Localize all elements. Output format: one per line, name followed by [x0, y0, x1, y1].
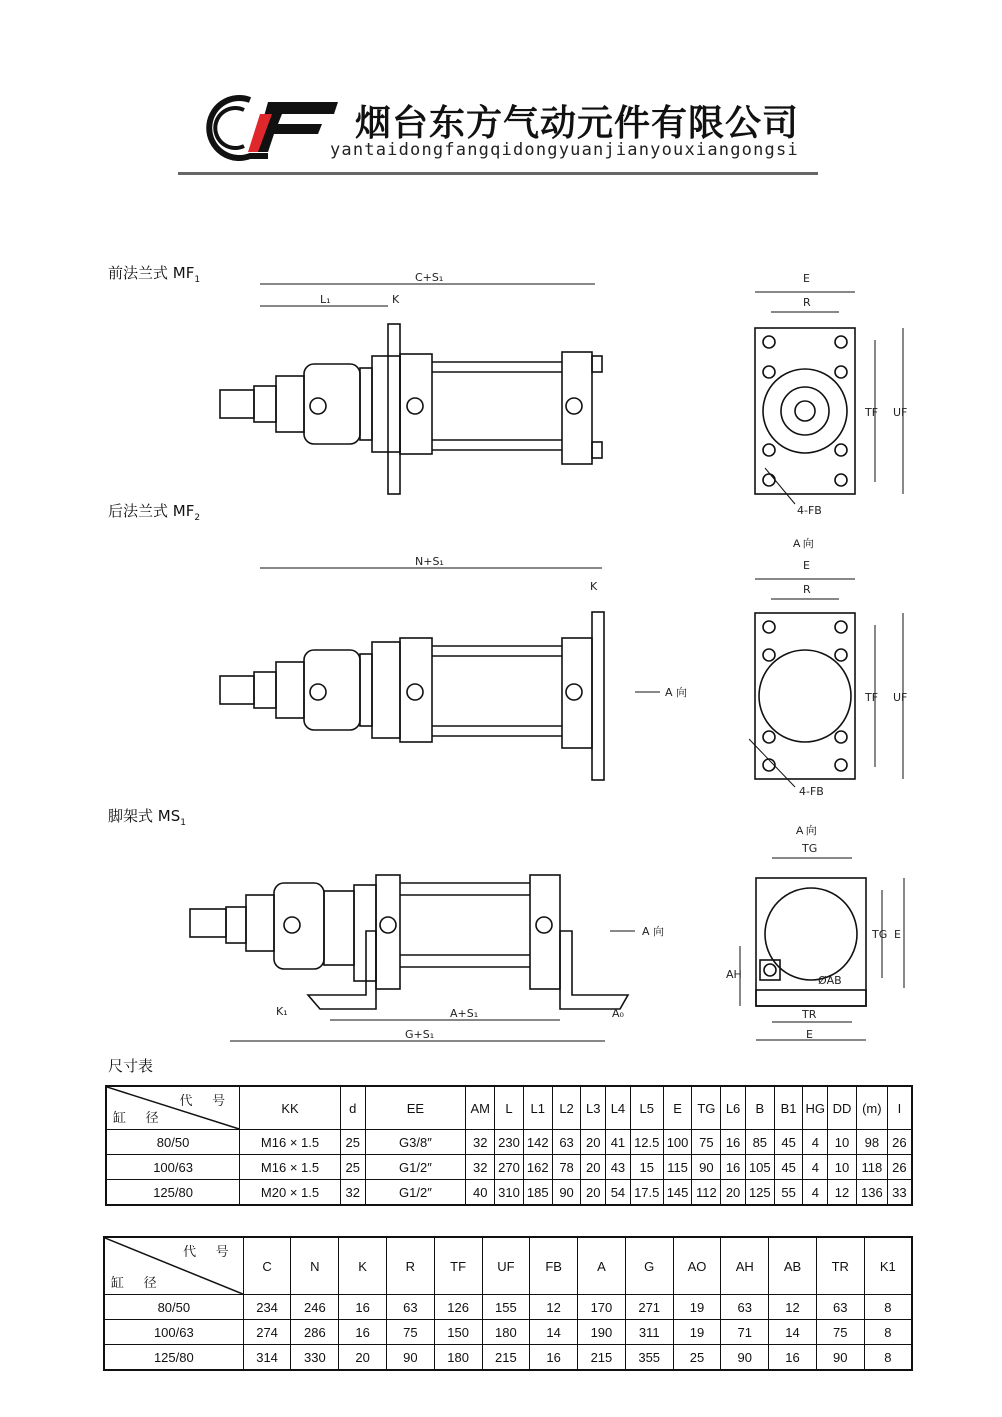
- table1-value-cell: G1/2″: [365, 1180, 466, 1206]
- table1-header-cell: B: [745, 1086, 774, 1130]
- table1-header-cell: (m): [856, 1086, 887, 1130]
- table1-header-cell: d: [340, 1086, 365, 1130]
- mf1-fb-label: 4-FB: [797, 504, 822, 517]
- table2-value-cell: 16: [769, 1345, 817, 1371]
- table2-bore-cell: 125/80: [104, 1345, 243, 1371]
- table-title: 尺寸表: [108, 1057, 154, 1075]
- mf1-side-drawing: [210, 268, 630, 500]
- table2-header-cell: A: [578, 1237, 626, 1295]
- table2-corner-top: 代 号: [183, 1244, 237, 1259]
- table1-value-cell: 162: [523, 1155, 552, 1180]
- table1-value-cell: 15: [630, 1155, 663, 1180]
- table1-row: [106, 1180, 912, 1206]
- table1-value-cell: 33: [887, 1180, 912, 1206]
- table1-value-cell: 105: [745, 1155, 774, 1180]
- mf2-uf-label: UF: [893, 691, 908, 704]
- table1-value-cell: 16: [721, 1130, 746, 1155]
- mf1-tf-label: TF: [865, 406, 879, 419]
- table1-header-cell: L6: [721, 1086, 746, 1130]
- table2-value-cell: 90: [721, 1345, 769, 1371]
- table1-value-cell: 32: [340, 1180, 365, 1206]
- table2-value-cell: 150: [434, 1320, 482, 1345]
- table1-header-cell: L3: [581, 1086, 606, 1130]
- table2-header-cell: AO: [673, 1237, 721, 1295]
- table2-value-cell: 90: [386, 1345, 434, 1371]
- table1-value-cell: 45: [774, 1130, 803, 1155]
- table1-header-cell: L1: [523, 1086, 552, 1130]
- mf1-view-label: A 向: [793, 538, 814, 550]
- mf2-end-view: [725, 555, 925, 805]
- company-logo: [198, 92, 348, 164]
- table1-value-cell: 118: [856, 1155, 887, 1180]
- table2-value-cell: 63: [721, 1295, 769, 1320]
- table1-bore-cell: 125/80: [106, 1180, 240, 1206]
- table1-value-cell: 4: [803, 1180, 828, 1206]
- table2-value-cell: 180: [482, 1320, 530, 1345]
- table1-corner-bottom: 缸 径: [113, 1110, 167, 1125]
- table2-value-cell: 63: [386, 1295, 434, 1320]
- mf2-arrow-label: A 向: [665, 686, 688, 699]
- table2-value-cell: 75: [386, 1320, 434, 1345]
- table2-value-cell: 8: [864, 1345, 912, 1371]
- table1-value-cell: 26: [887, 1130, 912, 1155]
- table1-value-cell: 90: [692, 1155, 721, 1180]
- ms1-e-side-label: E: [894, 928, 901, 941]
- table2-header-cell: AB: [769, 1237, 817, 1295]
- table1-header-cell: L5: [630, 1086, 663, 1130]
- table1-value-cell: 136: [856, 1180, 887, 1206]
- table1-value-cell: 12: [828, 1180, 857, 1206]
- table1-value-cell: 230: [495, 1130, 524, 1155]
- table1-value-cell: 310: [495, 1180, 524, 1206]
- table1-value-cell: 185: [523, 1180, 552, 1206]
- table2-header-cell: K1: [864, 1237, 912, 1295]
- ms1-label: 脚架式 $MS_1$: [108, 807, 186, 828]
- table1-value-cell: 55: [774, 1180, 803, 1206]
- table1-value-cell: 142: [523, 1130, 552, 1155]
- mf2-label: 后法兰式 $MF_2$: [108, 502, 201, 523]
- table2-header-cell: N: [291, 1237, 339, 1295]
- table1-header-cell: TG: [692, 1086, 721, 1130]
- table1-corner-cell: [106, 1086, 240, 1130]
- table1-value-cell: 32: [466, 1130, 495, 1155]
- table1-header-cell: L: [495, 1086, 524, 1130]
- mf1-uf-label: UF: [893, 406, 908, 419]
- table1-value-cell: 78: [552, 1155, 581, 1180]
- table2-row: [104, 1295, 912, 1320]
- table1-value-cell: 90: [552, 1180, 581, 1206]
- table1-bore-cell: 100/63: [106, 1155, 240, 1180]
- mf2-k-label: K: [590, 580, 598, 593]
- table1-bore-cell: 80/50: [106, 1130, 240, 1155]
- mf1-e-label: E: [803, 272, 810, 285]
- table2-value-cell: 215: [578, 1345, 626, 1371]
- table1-header-cell: I: [887, 1086, 912, 1130]
- table2-value-cell: 12: [530, 1295, 578, 1320]
- table2-row: [104, 1345, 912, 1371]
- ms1-ah-label: AH: [726, 968, 742, 981]
- table1-value-cell: 145: [663, 1180, 692, 1206]
- table1-header-cell: AM: [466, 1086, 495, 1130]
- table1-value-cell: 75: [692, 1130, 721, 1155]
- mf1-overall-label: C+S₁: [415, 271, 444, 284]
- table1-value-cell: 54: [606, 1180, 631, 1206]
- table2-header-cell: FB: [530, 1237, 578, 1295]
- table1-value-cell: 41: [606, 1130, 631, 1155]
- company-name: 烟台东方气动元件有限公司: [355, 103, 800, 144]
- table2-header-cell: K: [339, 1237, 387, 1295]
- table1-value-cell: 45: [774, 1155, 803, 1180]
- table1-value-cell: 63: [552, 1130, 581, 1155]
- table2-value-cell: 19: [673, 1320, 721, 1345]
- table2-value-cell: 126: [434, 1295, 482, 1320]
- table1-value-cell: 100: [663, 1130, 692, 1155]
- table2-value-cell: 8: [864, 1320, 912, 1345]
- table1-value-cell: 20: [581, 1155, 606, 1180]
- mf2-e-label: E: [803, 559, 810, 572]
- header: [0, 0, 1002, 190]
- table1-header-cell: KK: [240, 1086, 341, 1130]
- table2-value-cell: 311: [625, 1320, 673, 1345]
- table1-value-cell: 25: [340, 1155, 365, 1180]
- table1-corner-top: 代 号: [179, 1093, 234, 1108]
- table2-value-cell: 25: [673, 1345, 721, 1371]
- ms1-e-bottom-label: E: [806, 1028, 813, 1041]
- ms1-end-view: [722, 838, 922, 1050]
- table2-header-cell: UF: [482, 1237, 530, 1295]
- table2-header-cell: R: [386, 1237, 434, 1295]
- mf1-r-label: R: [803, 296, 811, 309]
- table1-header-cell: EE: [365, 1086, 466, 1130]
- table2-header-cell: G: [625, 1237, 673, 1295]
- mf2-fb-label: 4-FB: [799, 785, 824, 798]
- table1-header-cell: L2: [552, 1086, 581, 1130]
- mf2-r-label: R: [803, 583, 811, 596]
- ms1-ao-label: A₀: [612, 1007, 624, 1020]
- table2-value-cell: 14: [769, 1320, 817, 1345]
- table2-value-cell: 14: [530, 1320, 578, 1345]
- table1-value-cell: 270: [495, 1155, 524, 1180]
- table1-value-cell: 20: [581, 1130, 606, 1155]
- mf2-overall-label: N+S₁: [415, 555, 444, 568]
- table1-value-cell: 16: [721, 1155, 746, 1180]
- table1-value-cell: 10: [828, 1130, 857, 1155]
- table2-header-cell: TR: [816, 1237, 864, 1295]
- table1-value-cell: 4: [803, 1130, 828, 1155]
- table2-value-cell: 355: [625, 1345, 673, 1371]
- table1-value-cell: 40: [466, 1180, 495, 1206]
- table1-header-cell: HG: [803, 1086, 828, 1130]
- table1-value-cell: 12.5: [630, 1130, 663, 1155]
- table1-value-cell: 43: [606, 1155, 631, 1180]
- table2-row: [104, 1320, 912, 1345]
- table2-value-cell: 190: [578, 1320, 626, 1345]
- table1-value-cell: 17.5: [630, 1180, 663, 1206]
- table1-value-cell: M16 × 1.5: [240, 1130, 341, 1155]
- mf1-l1-label: L₁: [320, 293, 331, 306]
- ms1-tr-label: TR: [802, 1008, 817, 1021]
- table2-value-cell: 19: [673, 1295, 721, 1320]
- ms1-tg-side-label: TG: [872, 928, 888, 941]
- table1-value-cell: M16 × 1.5: [240, 1155, 341, 1180]
- table2-value-cell: 20: [339, 1345, 387, 1371]
- mf1-end-view: [725, 268, 925, 518]
- table1-header-row: [106, 1086, 912, 1130]
- table1-value-cell: 112: [692, 1180, 721, 1206]
- table1-row: [106, 1155, 912, 1180]
- table1-header-cell: L4: [606, 1086, 631, 1130]
- table1-value-cell: 125: [745, 1180, 774, 1206]
- table1-value-cell: G3/8″: [365, 1130, 466, 1155]
- table1-header-cell: B1: [774, 1086, 803, 1130]
- table2-value-cell: 75: [816, 1320, 864, 1345]
- table2-value-cell: 271: [625, 1295, 673, 1320]
- table1-value-cell: 85: [745, 1130, 774, 1155]
- table1-value-cell: 32: [466, 1155, 495, 1180]
- table1-value-cell: G1/2″: [365, 1155, 466, 1180]
- table1-row: [106, 1130, 912, 1155]
- mf2-side-drawing: [210, 550, 690, 790]
- table2-value-cell: 246: [291, 1295, 339, 1320]
- ms1-side-drawing: [180, 865, 680, 1055]
- table2-value-cell: 170: [578, 1295, 626, 1320]
- table2-value-cell: 314: [243, 1345, 291, 1371]
- table1-value-cell: 20: [721, 1180, 746, 1206]
- table2-value-cell: 16: [530, 1345, 578, 1371]
- table2-value-cell: 90: [816, 1345, 864, 1371]
- table2-value-cell: 234: [243, 1295, 291, 1320]
- ms1-k1-label: K₁: [276, 1005, 288, 1018]
- table1-value-cell: 4: [803, 1155, 828, 1180]
- table2-corner-cell: [104, 1237, 243, 1295]
- ms1-ab-label: ØAB: [818, 974, 842, 987]
- table2-value-cell: 16: [339, 1295, 387, 1320]
- ms1-g-label: G+S₁: [405, 1028, 435, 1041]
- dimension-table-1: [105, 1085, 913, 1206]
- dimension-table-2: [103, 1236, 913, 1371]
- table1-value-cell: 10: [828, 1155, 857, 1180]
- mf1-k-label: K: [392, 293, 400, 306]
- table2-value-cell: 155: [482, 1295, 530, 1320]
- table1-value-cell: 115: [663, 1155, 692, 1180]
- table2-value-cell: 180: [434, 1345, 482, 1371]
- table2-header-cell: TF: [434, 1237, 482, 1295]
- table2-value-cell: 71: [721, 1320, 769, 1345]
- table1-value-cell: 26: [887, 1155, 912, 1180]
- table2-corner-bottom: 缸 径: [111, 1275, 165, 1290]
- table1-header-cell: E: [663, 1086, 692, 1130]
- table2-header-row: [104, 1237, 912, 1295]
- mf2-tf-label: TF: [865, 691, 879, 704]
- table2-value-cell: 63: [816, 1295, 864, 1320]
- table2-value-cell: 286: [291, 1320, 339, 1345]
- table2-value-cell: 215: [482, 1345, 530, 1371]
- ms1-arrow-label: A 向: [642, 925, 665, 938]
- table1-value-cell: 25: [340, 1130, 365, 1155]
- table2-header-cell: AH: [721, 1237, 769, 1295]
- table1-value-cell: M20 × 1.5: [240, 1180, 341, 1206]
- header-rule: [178, 172, 818, 175]
- table2-value-cell: 274: [243, 1320, 291, 1345]
- table2-value-cell: 330: [291, 1345, 339, 1371]
- company-pinyin: yantaidongfangqidongyuanjianyouxiangongsi: [330, 140, 799, 160]
- table2-bore-cell: 100/63: [104, 1320, 243, 1345]
- table1-header-cell: DD: [828, 1086, 857, 1130]
- table2-bore-cell: 80/50: [104, 1295, 243, 1320]
- table2-value-cell: 8: [864, 1295, 912, 1320]
- table2-header-cell: C: [243, 1237, 291, 1295]
- mf2-view-label: A 向: [796, 825, 817, 837]
- table1-value-cell: 98: [856, 1130, 887, 1155]
- table2-value-cell: 16: [339, 1320, 387, 1345]
- table1-value-cell: 20: [581, 1180, 606, 1206]
- ms1-tg-top-label: TG: [802, 842, 818, 855]
- ms1-a-label: A+S₁: [450, 1007, 479, 1020]
- table2-value-cell: 12: [769, 1295, 817, 1320]
- mf1-label: 前法兰式 $MF_1$: [108, 264, 201, 285]
